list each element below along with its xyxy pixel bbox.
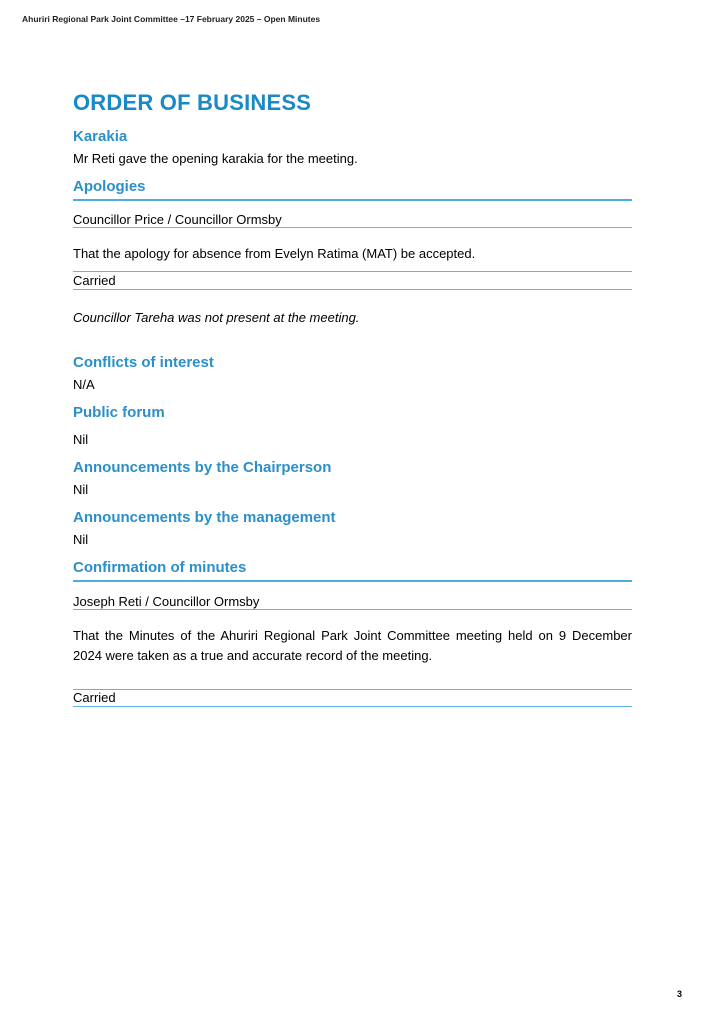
management-announcements-text: Nil <box>73 532 89 547</box>
divider <box>73 271 632 272</box>
public-forum-text: Nil <box>73 432 89 447</box>
heading-apologies: Apologies <box>73 178 146 195</box>
section-rule <box>73 199 632 201</box>
heading-conflicts-of-interest: Conflicts of interest <box>73 354 214 371</box>
running-header: Ahuriri Regional Park Joint Committee –17 February 2025 – Open Minutes <box>22 14 321 24</box>
heading-chair-announcements: Announcements by the Chairperson <box>73 459 332 476</box>
heading-management-announcements: Announcements by the management <box>73 509 336 526</box>
apologies-note: Councillor Tareha was not present at the meeting. <box>73 310 360 325</box>
divider <box>73 689 632 690</box>
divider <box>73 609 632 610</box>
divider <box>73 706 632 707</box>
page-number: 3 <box>676 989 682 999</box>
minutes-resolution: That the Minutes of the Ahuriri Regional Park Joint Committee meeting held on 9 December 2024 were taken as a true and accurate record of the meeting. <box>73 628 632 663</box>
heading-confirmation-of-minutes: Confirmation of minutes <box>73 559 247 576</box>
minutes-mover: Joseph Reti / Councillor Ormsby <box>73 594 260 609</box>
divider <box>73 289 632 290</box>
heading-karakia: Karakia <box>73 128 128 145</box>
apologies-resolution: That the apology for absence from Evelyn Ratima (MAT) be accepted. <box>73 246 476 261</box>
karakia-text: Mr Reti gave the opening karakia for the meeting. <box>73 151 358 166</box>
minutes-outcome: Carried <box>73 690 116 705</box>
divider <box>73 227 632 228</box>
section-rule <box>73 580 632 582</box>
apologies-outcome: Carried <box>73 273 116 288</box>
page-title: ORDER OF BUSINESS <box>73 90 312 115</box>
apologies-mover: Councillor Price / Councillor Ormsby <box>73 212 282 227</box>
chair-announcements-text: Nil <box>73 482 89 497</box>
heading-public-forum: Public forum <box>73 404 165 421</box>
conflicts-text: N/A <box>73 377 95 392</box>
